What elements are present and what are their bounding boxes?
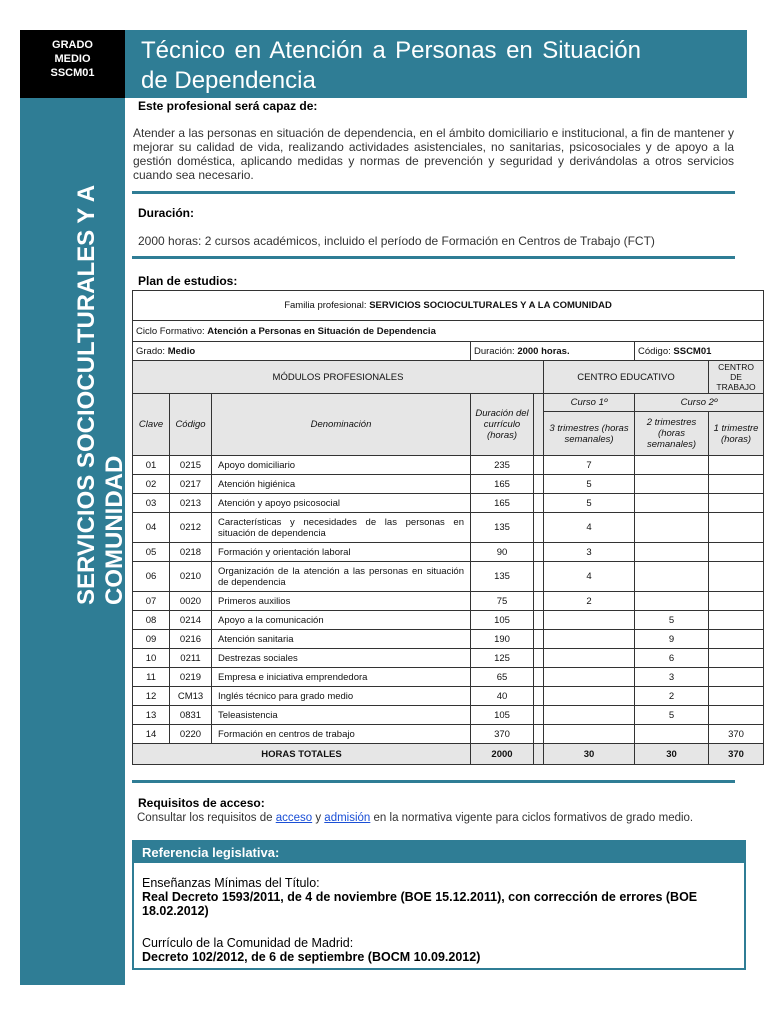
cell-curso2 (635, 513, 709, 543)
table-row (133, 706, 764, 725)
cell-curso1 (544, 725, 635, 744)
cell-horas: 105 (471, 706, 534, 725)
cell-fct (709, 562, 764, 592)
cell-spacer (534, 513, 544, 543)
cell-horas: 190 (471, 630, 534, 649)
cell-spacer (534, 687, 544, 706)
cell-clave: 07 (133, 592, 170, 611)
cell-clave: 12 (133, 687, 170, 706)
cell-fct (709, 543, 764, 562)
divider (132, 256, 735, 259)
cell-curso1: 5 (544, 475, 635, 494)
table-row (133, 494, 764, 513)
cell-fct (709, 456, 764, 475)
cell-spacer (534, 494, 544, 513)
cell-denominacion: Atención sanitaria (212, 630, 471, 649)
cell-curso2 (635, 725, 709, 744)
requisitos-heading: Requisitos de acceso: (138, 796, 265, 810)
cell-fct (709, 513, 764, 543)
cell-codigo: 0214 (170, 611, 212, 630)
duration-text: 2000 horas: 2 cursos académicos, incluido el período de Formación en Centros de Trabajo (FCT) (138, 234, 655, 248)
cell-fct (709, 494, 764, 513)
cell-denominacion: Formación y orientación laboral (212, 543, 471, 562)
cell-spacer (534, 543, 544, 562)
cell-horas: 370 (471, 725, 534, 744)
page-title: Técnico en Atención a Personas en Situación de Dependencia (141, 37, 641, 94)
table-row (133, 630, 764, 649)
cell-curso1: 4 (544, 513, 635, 543)
cell-curso2: 9 (635, 630, 709, 649)
cell-fct (709, 649, 764, 668)
cell-spacer (534, 668, 544, 687)
cell-codigo: 0212 (170, 513, 212, 543)
col-duracion: Duración del currículo (horas) (471, 394, 534, 456)
table-row (133, 543, 764, 562)
cell-denominacion: Inglés técnico para grado medio (212, 687, 471, 706)
totals-horas: 2000 (471, 744, 534, 765)
cell-curso1 (544, 649, 635, 668)
badge-line-2: MEDIO (54, 53, 91, 65)
cell-fct (709, 592, 764, 611)
col-trabajo-sub: 1 trimestre (horas) (709, 412, 764, 456)
cell-clave: 11 (133, 668, 170, 687)
cell-curso2 (635, 494, 709, 513)
cell-curso2: 5 (635, 611, 709, 630)
cell-fct (709, 687, 764, 706)
plan-heading: Plan de estudios: (138, 274, 238, 288)
cell-curso2 (635, 562, 709, 592)
col-curso1: Curso 1º (544, 394, 635, 412)
col-curso2: Curso 2º (635, 394, 764, 412)
admision-link[interactable]: admisión (324, 812, 371, 824)
centro-trabajo-header: CENTRO DE TRABAJO (709, 361, 764, 394)
study-plan-table (132, 290, 764, 765)
profile-heading: Este profesional será capaz de: (138, 99, 318, 113)
totals-label: HORAS TOTALES (133, 744, 471, 765)
cell-curso2 (635, 543, 709, 562)
cell-clave: 13 (133, 706, 170, 725)
legislative-reference-box (132, 840, 746, 970)
divider (132, 780, 735, 783)
cell-curso2: 5 (635, 706, 709, 725)
cell-spacer (534, 456, 544, 475)
cell-curso1: 7 (544, 456, 635, 475)
cell-curso1 (544, 668, 635, 687)
cell-denominacion: Apoyo domiciliario (212, 456, 471, 475)
cell-codigo: 0211 (170, 649, 212, 668)
cell-horas: 65 (471, 668, 534, 687)
cell-denominacion: Atención y apoyo psicosocial (212, 494, 471, 513)
cell-denominacion: Apoyo a la comunicación (212, 611, 471, 630)
title-bar (125, 30, 747, 98)
cell-spacer (534, 649, 544, 668)
table-row (133, 649, 764, 668)
table-row (133, 513, 764, 543)
acceso-link[interactable]: acceso (275, 812, 313, 824)
cell-clave: 05 (133, 543, 170, 562)
cell-denominacion: Primeros auxilios (212, 592, 471, 611)
col-curso1-sub: 3 trimestres (horas semanales) (544, 412, 635, 456)
referencia-item-2: Currículo de la Comunidad de Madrid: Decreto 102/2012, de 6 de septiembre (BOCM 10.09.2012) (142, 936, 481, 964)
duration-heading: Duración: (138, 206, 195, 220)
cell-denominacion: Teleasistencia (212, 706, 471, 725)
table-row (133, 668, 764, 687)
cell-codigo: 0020 (170, 592, 212, 611)
table-row (133, 725, 764, 744)
totals-spacer (534, 744, 544, 765)
cell-codigo: 0213 (170, 494, 212, 513)
totals-fct: 370 (709, 744, 764, 765)
cell-curso2: 2 (635, 687, 709, 706)
cell-curso1 (544, 706, 635, 725)
cell-spacer (534, 562, 544, 592)
cell-clave: 14 (133, 725, 170, 744)
divider (132, 191, 735, 194)
col-denominacion: Denominación (212, 394, 471, 456)
cell-codigo: 0219 (170, 668, 212, 687)
cell-curso2: 3 (635, 668, 709, 687)
cell-spacer (534, 611, 544, 630)
cell-codigo: 0216 (170, 630, 212, 649)
cell-clave: 02 (133, 475, 170, 494)
cell-horas: 40 (471, 687, 534, 706)
profile-text: Atender a las personas en situación de dependencia, en el ámbito domiciliario e institucional, a fin de mantener y mejorar su calidad de vida, realizando actividades asistenciales, no sanitarias, psicosociales y de apoyo a la gestión doméstica, aplicando medidas y normas de prevención y seguridad y derivándolas a otros servicios cuando sea necesario. (133, 126, 734, 182)
cell-horas: 165 (471, 475, 534, 494)
cell-clave: 01 (133, 456, 170, 475)
cell-clave: 04 (133, 513, 170, 543)
cell-curso1 (544, 630, 635, 649)
totals-c1: 30 (544, 744, 635, 765)
cell-codigo: 0831 (170, 706, 212, 725)
cell-horas: 125 (471, 649, 534, 668)
cell-curso2 (635, 475, 709, 494)
table-row (133, 562, 764, 592)
cell-fct: 370 (709, 725, 764, 744)
cell-fct (709, 630, 764, 649)
cell-clave: 06 (133, 562, 170, 592)
cell-spacer (534, 592, 544, 611)
referencia-item-1: Enseñanzas Mínimas del Título: Real Decreto 1593/2011, de 4 de noviembre (BOE 15.12.2011), con corrección de errores (BOE 18.02.2012) (142, 876, 698, 918)
spacer-cell (534, 394, 544, 456)
cell-clave: 03 (133, 494, 170, 513)
badge-line-3: SSCM01 (50, 67, 95, 79)
cell-fct (709, 611, 764, 630)
modulos-header: MÓDULOS PROFESIONALES (133, 361, 544, 394)
cell-horas: 135 (471, 513, 534, 543)
table-row (133, 687, 764, 706)
duracion-cell: Duración: 2000 horas. (471, 342, 635, 361)
familia-cell: Familia profesional: SERVICIOS SOCIOCULTURALES Y A LA COMUNIDAD (133, 291, 764, 321)
cell-codigo: 0217 (170, 475, 212, 494)
cell-spacer (534, 725, 544, 744)
ciclo-cell: Ciclo Formativo: Atención a Personas en Situación de Dependencia (133, 321, 764, 342)
table-row (133, 592, 764, 611)
table-row (133, 456, 764, 475)
cell-denominacion: Organización de la atención a las personas en situación de dependencia (212, 562, 471, 592)
table-row (133, 611, 764, 630)
cell-spacer (534, 706, 544, 725)
cell-denominacion: Destrezas sociales (212, 649, 471, 668)
cell-curso1: 4 (544, 562, 635, 592)
referencia-heading: Referencia legislativa: (134, 842, 744, 863)
col-codigo: Código (170, 394, 212, 456)
requisitos-text: Consultar los requisitos de acceso y admisión en la normativa vigente para ciclos formativos de grado medio. (137, 812, 694, 824)
cell-curso1: 5 (544, 494, 635, 513)
cell-horas: 135 (471, 562, 534, 592)
module-rows (133, 456, 764, 744)
col-clave: Clave (133, 394, 170, 456)
cell-clave: 08 (133, 611, 170, 630)
cell-denominacion: Características y necesidades de las personas en situación de dependencia (212, 513, 471, 543)
cell-horas: 105 (471, 611, 534, 630)
cell-fct (709, 668, 764, 687)
cell-spacer (534, 630, 544, 649)
centro-educativo-header: CENTRO EDUCATIVO (544, 361, 709, 394)
cell-curso1 (544, 687, 635, 706)
cell-horas: 165 (471, 494, 534, 513)
cell-denominacion: Formación en centros de trabajo (212, 725, 471, 744)
cell-horas: 75 (471, 592, 534, 611)
cell-curso1: 3 (544, 543, 635, 562)
cell-curso2: 6 (635, 649, 709, 668)
grado-cell: Grado: Medio (133, 342, 471, 361)
professional-family-vertical: SERVICIOS SOCIOCULTURALES Y A COMUNIDAD (73, 185, 128, 605)
col-curso2-sub: 2 trimestres (horas semanales) (635, 412, 709, 456)
cell-codigo: 0210 (170, 562, 212, 592)
grade-badge (20, 30, 125, 98)
totals-c2: 30 (635, 744, 709, 765)
cell-horas: 90 (471, 543, 534, 562)
badge-line-1: GRADO (52, 39, 93, 51)
cell-fct (709, 475, 764, 494)
cell-codigo: 0218 (170, 543, 212, 562)
codigo-cell: Código: SSCM01 (635, 342, 764, 361)
cell-codigo: CM13 (170, 687, 212, 706)
cell-curso2 (635, 456, 709, 475)
cell-curso2 (635, 592, 709, 611)
cell-curso1 (544, 611, 635, 630)
cell-codigo: 0220 (170, 725, 212, 744)
cell-clave: 10 (133, 649, 170, 668)
cell-spacer (534, 475, 544, 494)
cell-denominacion: Atención higiénica (212, 475, 471, 494)
cell-curso1: 2 (544, 592, 635, 611)
table-row (133, 475, 764, 494)
cell-denominacion: Empresa e iniciativa emprendedora (212, 668, 471, 687)
cell-clave: 09 (133, 630, 170, 649)
cell-fct (709, 706, 764, 725)
cell-horas: 235 (471, 456, 534, 475)
cell-codigo: 0215 (170, 456, 212, 475)
